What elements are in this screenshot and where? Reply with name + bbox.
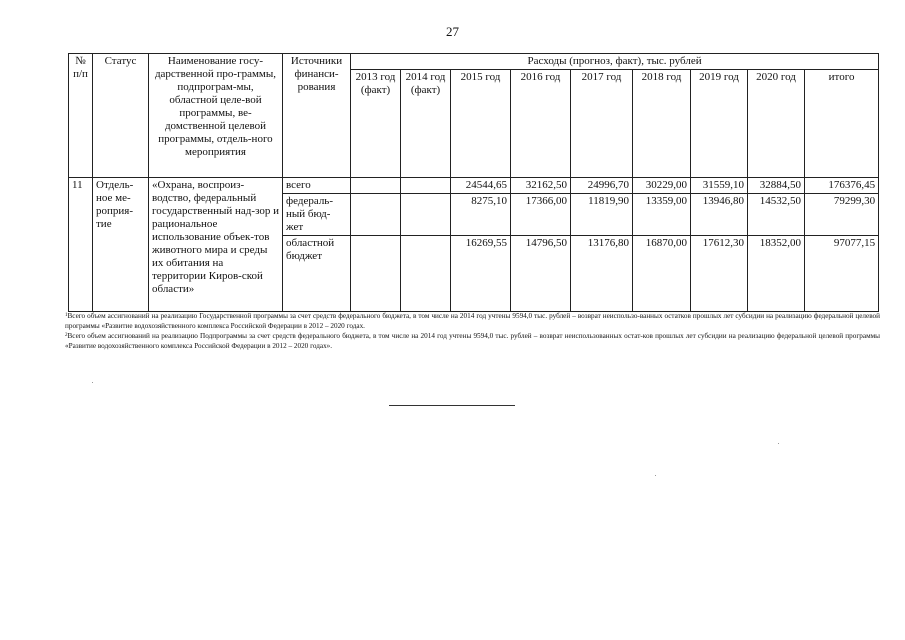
value-cell (351, 236, 401, 312)
header-total: итого (805, 70, 879, 178)
table-row (69, 178, 879, 194)
footnote-mark: 1 (65, 313, 68, 318)
header-year: 2018 год (633, 70, 691, 178)
value-cell (351, 178, 401, 194)
value-cell: 17366,00 (511, 194, 571, 236)
value-cell: 30229,00 (633, 178, 691, 194)
value-cell: 14796,50 (511, 236, 571, 312)
value-cell: 8275,10 (451, 194, 511, 236)
header-year: 2017 год (571, 70, 633, 178)
value-cell (401, 178, 451, 194)
footnote (65, 331, 880, 351)
header-row-1 (69, 54, 879, 70)
source-label: федераль-ный бюд-жет (283, 194, 351, 236)
row-status: Отдель-ное ме-роприя-тие (93, 178, 149, 312)
value-cell: 13176,80 (571, 236, 633, 312)
value-cell: 13359,00 (633, 194, 691, 236)
budget-table (68, 53, 879, 312)
value-cell: 16269,55 (451, 236, 511, 312)
value-cell: 31559,10 (691, 178, 748, 194)
value-cell: 13946,80 (691, 194, 748, 236)
value-cell (401, 194, 451, 236)
header-year: 2015 год (451, 70, 511, 178)
separator-line (389, 405, 515, 406)
total-cell: 79299,30 (805, 194, 879, 236)
header-source: Источники финанси-рования (283, 54, 351, 178)
value-cell: 18352,00 (748, 236, 805, 312)
value-cell: 17612,30 (691, 236, 748, 312)
total-cell: 176376,45 (805, 178, 879, 194)
header-year: 2013 год (факт) (351, 70, 401, 178)
footnote-text: Всего объем ассигнований на реализацию Подпрограммы за счет средств федерального бюджета, в том числе на 2014 год учтены 9594,0 тыс. рублей – возврат неиспользованных остат-ков прошлых лет субсидии на реализацию федеральной целевой программы «Развитие водохозяйственного комплекса Российской Федерации в 2012 – 2020 годах». (65, 332, 880, 350)
value-cell: 32884,50 (748, 178, 805, 194)
scan-speck (655, 475, 656, 476)
value-cell: 24996,70 (571, 178, 633, 194)
value-cell (401, 236, 451, 312)
header-expenses: Расходы (прогноз, факт), тыс. рублей (351, 54, 879, 70)
header-year: 2016 год (511, 70, 571, 178)
header-status: Статус (93, 54, 149, 178)
header-year: 2019 год (691, 70, 748, 178)
footnote (65, 311, 880, 331)
page-number: 27 (446, 24, 459, 39)
footnote-text: Всего объем ассигнований на реализацию Государственной программы за счет средств федерального бюджета, в том числе на 2014 год учтены 9594,0 тыс. рублей – возврат неиспользо-ванных остатков прошлых лет субсидии на реализацию федеральной целевой программы «Развитие водохозяйственного комплекса Российской Федерации в 2012 – 2020 годах. (65, 312, 880, 330)
value-cell: 14532,50 (748, 194, 805, 236)
header-num: № п/п (69, 54, 93, 178)
source-label: всего (283, 178, 351, 194)
row-num: 11 (69, 178, 93, 312)
header-name: Наименование госу-дарственной про-граммы, подпрограм-мы, областной целе-вой программы, ве-домственной целевой программы, отдель-ного мероприятия (149, 54, 283, 178)
value-cell (351, 194, 401, 236)
footnote-mark: 2 (65, 333, 68, 338)
scan-speck (778, 443, 779, 444)
footnotes (65, 311, 880, 351)
value-cell: 11819,90 (571, 194, 633, 236)
header-year: 2020 год (748, 70, 805, 178)
header-year: 2014 год (факт) (401, 70, 451, 178)
value-cell: 32162,50 (511, 178, 571, 194)
total-cell: 97077,15 (805, 236, 879, 312)
value-cell: 16870,00 (633, 236, 691, 312)
scan-speck (92, 382, 93, 383)
value-cell: 24544,65 (451, 178, 511, 194)
row-name: «Охрана, воспроиз-водство, федеральный государственный над-зор и рациональное использование объек-тов животного мира и среды их обитания на территории Киров-ской области» (149, 178, 283, 312)
source-label: областной бюджет (283, 236, 351, 312)
